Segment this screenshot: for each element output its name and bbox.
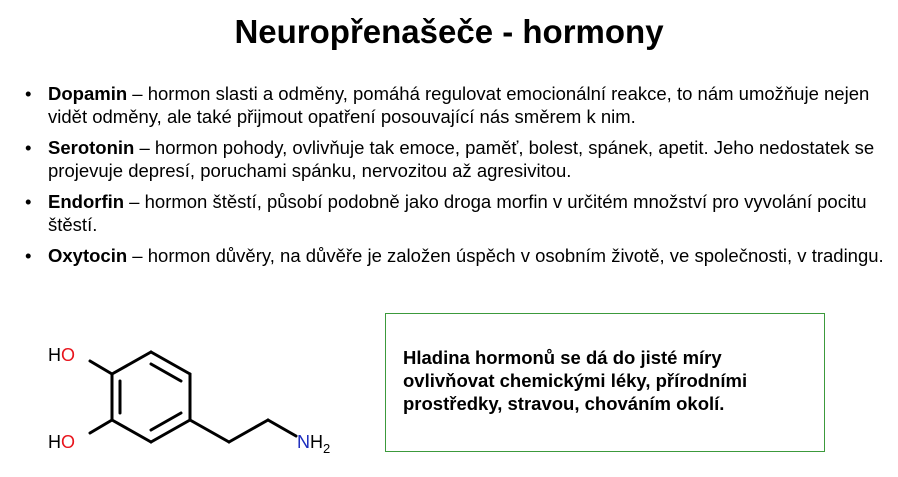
term-dopamin: Dopamin <box>48 83 128 104</box>
ring-bond <box>151 352 190 374</box>
chain-bond <box>268 420 296 436</box>
dopamine-structure-diagram <box>38 332 338 462</box>
term-endorfin: Endorfin <box>48 191 125 212</box>
term-oxytocin: Oxytocin <box>48 245 128 266</box>
description-dopamin: – hormon slasti a odměny, pomáhá regulovat emocionální reakce, to nám umožňuje nejen vidět odměny, ale také přijmout opatření posouvající nás směrem k nim. <box>48 83 870 127</box>
bullet-icon: • <box>25 191 32 212</box>
amine-label: $NH_2$ <box>297 432 331 456</box>
chain-bond <box>229 420 268 442</box>
bullet-icon: • <box>25 137 32 158</box>
hormone-list <box>22 82 892 275</box>
hydroxyl-label-top: HO <box>48 345 76 365</box>
hydroxyl-bond <box>90 420 112 433</box>
info-box <box>385 313 825 452</box>
bullet-icon: • <box>25 245 32 266</box>
description-oxytocin: – hormon důvěry, na důvěře je založen úspěch v osobním životě, ve společnosti, v tradingu. <box>127 245 884 266</box>
list-item-dopamin <box>22 82 892 128</box>
ring-bond <box>112 420 151 442</box>
ring-bond <box>151 420 190 442</box>
description-serotonin: – hormon pohody, ovlivňuje tak emoce, paměť, bolest, spánek, apetit. Jeho nedostatek se projevuje depresí, poruchami spánku, nervozitou až agresivitou. <box>48 137 875 181</box>
term-serotonin: Serotonin <box>48 137 135 158</box>
hydroxyl-bond <box>90 361 112 374</box>
info-box-text: Hladina hormonů se dá do jisté míry ovlivňovat chemickými léky, přírodními prostředky, stravou, chováním okolí. <box>403 347 748 414</box>
ring-bond <box>112 352 151 374</box>
slide-title: Neuropřenašeče - hormony <box>234 13 664 50</box>
chain-bond <box>190 420 229 442</box>
bullet-icon: • <box>25 83 32 104</box>
list-item-serotonin <box>22 136 892 182</box>
list-item-oxytocin <box>22 244 892 267</box>
description-endorfin: – hormon štěstí, působí podobně jako droga morfin v určitém množství pro vyvolání pocitu štěstí. <box>48 191 867 235</box>
list-item-endorfin <box>22 190 892 236</box>
hydroxyl-label-bottom: HO <box>48 432 76 452</box>
